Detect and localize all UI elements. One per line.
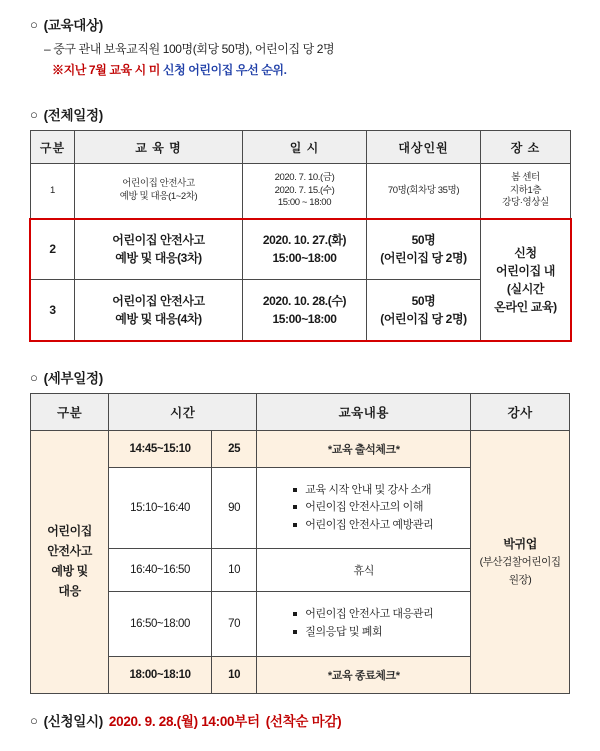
detail-row1-minutes: 25 — [212, 431, 257, 468]
instructor-name: 박귀업 — [503, 536, 537, 551]
section-heading-target — [30, 14, 570, 34]
table-row — [31, 164, 571, 219]
row3-datetime-line2: 15:00~18:00 — [272, 312, 337, 326]
row1-datetime-line3: 15:00 ~ 18:00 — [277, 197, 332, 209]
col-header-time: 시간 — [109, 394, 257, 431]
row1-datetime-line1: 2020. 7. 10.(금) — [274, 171, 335, 183]
row2-division: 2 — [31, 219, 75, 280]
detail-row4-time: 16:50~18:00 — [109, 592, 212, 657]
row2-course-line1: 어린이집 안전사고 — [112, 233, 205, 247]
instructor-sub-line2: 원장) — [508, 574, 532, 587]
row2-people-line2: (어린이집 당 2명) — [380, 251, 467, 265]
row2-datetime — [243, 219, 367, 280]
row1-course-line2: 예방 및 대응(1~2차) — [119, 191, 198, 202]
col-header-course: 교 육 명 — [75, 131, 243, 164]
row1-course — [75, 164, 243, 219]
detail-row3-content: 휴식 — [257, 549, 471, 592]
row1-place — [481, 164, 571, 219]
circle-marker-icon: ○ — [30, 16, 38, 32]
section-heading-apply — [30, 710, 570, 730]
col-header-content: 교육내용 — [257, 394, 471, 431]
row2-people — [367, 219, 481, 280]
row3-division: 3 — [31, 280, 75, 341]
row3-course-line2: 예방 및 대응(4차) — [115, 312, 202, 326]
row3-course — [75, 280, 243, 341]
row3-datetime — [243, 280, 367, 341]
col-header-people: 대상인원 — [367, 131, 481, 164]
row1-place-line3: 강당·영상실 — [502, 197, 549, 209]
detail-row2-minutes: 90 — [212, 468, 257, 549]
detail-group-label — [31, 431, 109, 694]
detail-row5-content: *교육 종료체크* — [257, 657, 471, 694]
group-label-line1: 어린이집 — [47, 524, 92, 539]
instructor-sub-line1: (부산검찰어린이집 — [479, 556, 561, 569]
detail-row2-item2: 어린이집 안전사고의 이해 — [293, 499, 464, 517]
group-label-line4: 대응 — [58, 583, 81, 598]
circle-marker-icon: ○ — [30, 369, 38, 385]
detail-row4-item2: 질의응답 및 폐회 — [293, 624, 464, 642]
section-title-schedule: (전체일정) — [43, 108, 103, 123]
detail-row4-item1: 어린이집 안전사고 대응관리 — [293, 606, 464, 624]
detail-row5-time: 18:00~18:10 — [109, 657, 212, 694]
row1-place-line2: 지하1층 — [509, 184, 542, 196]
place-line4: 온라인 교육) — [494, 299, 557, 314]
row3-course-line1: 어린이집 안전사고 — [112, 294, 205, 308]
table-header-row — [31, 394, 570, 431]
place-line2: 어린이집 내 — [496, 263, 555, 278]
table-row — [31, 219, 571, 280]
detail-instructor — [471, 431, 570, 694]
section-title-apply: (신청일시) — [43, 714, 103, 729]
col-header-place: 장 소 — [481, 131, 571, 164]
schedule-table — [30, 130, 571, 341]
detail-row2-content — [257, 468, 471, 549]
row1-datetime-line2: 2020. 7. 15.(수) — [274, 184, 335, 196]
circle-marker-icon: ○ — [30, 106, 38, 122]
col-header-datetime: 일 시 — [243, 131, 367, 164]
apply-date-text: 2020. 9. 28.(월) 14:00부터 — [108, 714, 260, 729]
row1-people: 70명(회차당 35명) — [367, 164, 481, 219]
detail-row3-time: 16:40~16:50 — [109, 549, 212, 592]
note-mark-icon: ※ — [52, 63, 64, 77]
apply-suffix-text: (선착순 마감) — [265, 714, 342, 729]
table-row — [31, 431, 570, 468]
group-label-line3: 예방 및 — [51, 564, 88, 578]
row1-course-line1: 어린이집 안전사고 — [122, 178, 195, 190]
detail-row5-minutes: 10 — [212, 657, 257, 694]
group-label-line2: 안전사고 — [47, 544, 92, 559]
row2-datetime-line2: 15:00~18:00 — [272, 251, 337, 265]
section-heading-detail — [30, 367, 570, 387]
col-header-division: 구분 — [31, 131, 75, 164]
detail-row1-time: 14:45~15:10 — [109, 431, 212, 468]
detail-row1-content: *교육 출석체크* — [257, 431, 471, 468]
row2-3-place — [481, 219, 571, 341]
row2-course-line2: 예방 및 대응(3차) — [115, 251, 202, 265]
detail-row4-minutes: 70 — [212, 592, 257, 657]
detail-table — [30, 393, 570, 694]
note-blue-text: 신청 어린이집 우선 순위. — [162, 63, 287, 77]
detail-row2-time: 15:10~16:40 — [109, 468, 212, 549]
detail-row3-minutes: 10 — [212, 549, 257, 592]
col-header-division: 구분 — [31, 394, 109, 431]
row2-datetime-line1: 2020. 10. 27.(화) — [262, 233, 347, 247]
row3-datetime-line1: 2020. 10. 28.(수) — [262, 294, 347, 308]
detail-row4-content — [257, 592, 471, 657]
row1-place-line1: 봄 센터 — [511, 171, 540, 183]
circle-marker-icon: ○ — [30, 712, 38, 728]
schedule-table-wrapper — [30, 130, 570, 341]
table-header-row — [31, 131, 571, 164]
detail-row2-item3: 어린이집 안전사고 예방관리 — [293, 517, 464, 535]
section-title-detail: (세부일정) — [43, 371, 103, 386]
note-red-text: 지난 7월 교육 시 미 — [63, 63, 160, 77]
row3-people-line1: 50명 — [411, 294, 436, 308]
col-header-instructor: 강사 — [471, 394, 570, 431]
detail-row2-item1: 교육 시작 안내 및 강사 소개 — [293, 482, 464, 500]
row1-division: 1 — [31, 164, 75, 219]
place-line1: 신청 — [514, 245, 537, 260]
target-note-text — [52, 61, 570, 78]
section-heading-schedule — [30, 104, 570, 124]
target-bullet-text: – 중구 관내 보육교직원 100명(회당 50명), 어린이집 당 2명 — [44, 42, 335, 56]
place-line3: (실시간 — [506, 281, 545, 296]
section-title-target: (교육대상) — [43, 18, 103, 33]
row2-course — [75, 219, 243, 280]
row3-people — [367, 280, 481, 341]
row1-datetime — [243, 164, 367, 219]
row3-people-line2: (어린이집 당 2명) — [380, 312, 467, 326]
row2-people-line1: 50명 — [411, 233, 436, 247]
